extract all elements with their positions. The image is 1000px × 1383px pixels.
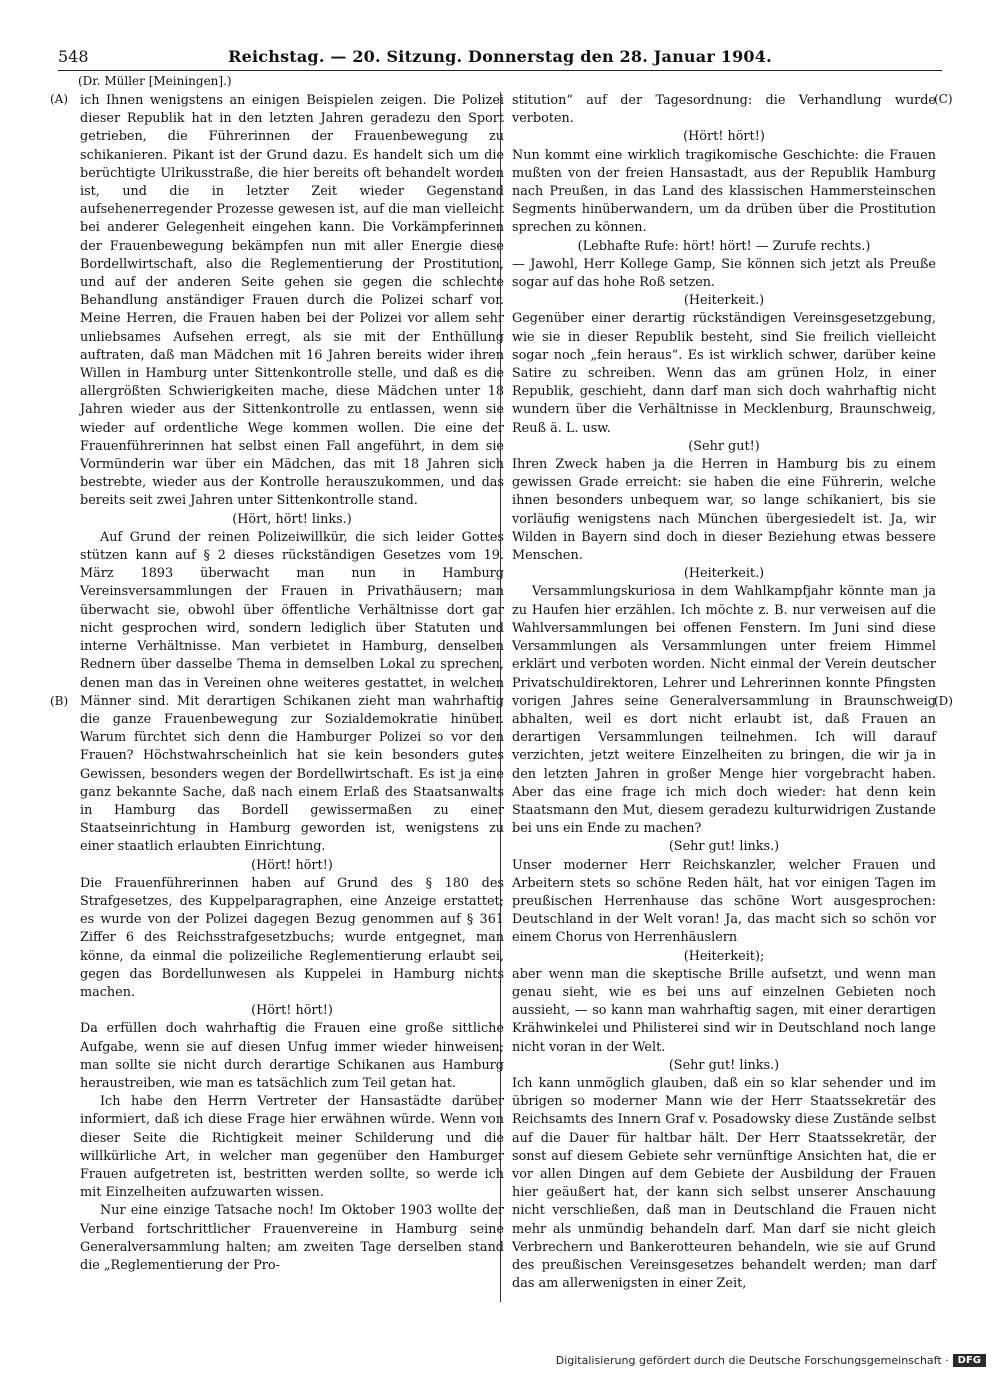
interjection: (Heiterkeit.) (683, 566, 765, 582)
paragraph: — Jawohl, Herr Kollege Gamp, Sie können sich jetzt als Preuße sogar auf das hohe Roß setzen. (512, 256, 936, 291)
margin-mark-a: (A) (50, 92, 69, 106)
interjection: (Heiterkeit.) (683, 293, 765, 309)
left-column (80, 92, 504, 1275)
running-head: Reichstag. — 20. Sitzung. Donnerstag den 28. Januar 1904. (228, 47, 772, 66)
paragraph: Gegenüber einer derartig rückständigen Vereinsgesetzgebung, wie sie in dieser Republik besteht, sind Sie freilich vielleicht sogar noch „fein heraus“. Es ist wirklich schwer, darüber keine Satire zu schreiben. Wenn das am grünen Holz, in einer Republik, geschieht, dann darf man sich doch wahrhaftig nicht wundern über die Verhältnisse in Mecklenburg, Braunschweig, Reuß ä. L. usw. (512, 311, 936, 436)
paragraph: Da erfüllen doch wahrhaftig die Frauen eine große sittliche Aufgabe, wenn sie auf diesen Unfug immer wieder hinweisen; man sollte sie nicht durch derartige Schikanen aus Hamburg heraustreiben, wie man es tatsächlich zum Teil getan hat. (80, 1021, 504, 1091)
page-number: 548 (58, 47, 89, 66)
interjection: (Hört! hört!) (683, 129, 765, 145)
paragraph: Versammlungskuriosa in dem Wahlkampfjahr könnte man ja zu Haufen hier erzählen. Ich möchte z. B. nur verweisen auf die Wahlversammlungen bei offenen Fenstern. Im Juni sind diese Versammlungen als Versammlungen unter freiem Himmel erklärt und verboten worden. Nicht einmal der Verein deutscher Privatschuldirektoren, Lehrer und Lehrerinnen konnte Pfingsten vorigen Jahres seine Generalversammlung in Braunschweig abhalten, weil es dort nicht erlaubt ist, daß Frauen an derartigen Versammlungen teilnehmen. Ich will darauf verzichten, jetzt weitere Einzelheiten zu bringen, die wir ja in den letzten Jahren in großer Menge hier vorgebracht haben. Aber das eine frage ich mich doch wieder: hat denn kein Staatsmann den Mut, diesem geradezu kulturwidrigen Zustande bei uns ein Ende zu machen? (512, 584, 936, 837)
right-column (512, 92, 936, 1293)
interjection: (Sehr gut! links.) (668, 839, 780, 855)
paragraph: Nun kommt eine wirklich tragikomische Geschichte: die Frauen mußten von der freien Hansastadt, aus der Republik Hamburg nach Preußen, in das Land des klassischen Hammersteinschen Segments hinüberwandern, um da drüben über die Prostitution sprechen zu können. (512, 147, 936, 236)
footer-credit: Digitalisierung gefördert durch die Deutsche Forschungsgemeinschaft · (555, 1353, 949, 1367)
paragraph: aber wenn man die skeptische Brille aufsetzt, und wenn man genau sieht, wie es bei uns auf einzelnen Gebieten noch aussieht, — so kann man wahrhaftig sagen, mit einer derartigen Krähwinkelei und Philisterei sind wir in Deutschland noch lange nicht voran in der Welt. (512, 966, 936, 1055)
paragraph: ich Ihnen wenigstens an einigen Beispielen zeigen. Die Polizei dieser Republik hat in den letzten Jahren geradezu den Sport getrieben, die Führerinnen der Frauenbewegung zu schikanieren. Pikant ist der Grund dazu. Es handelt sich um die berüchtigte Ulrikusstraße, die hier bereits oft behandelt worden ist, und die in letzter Zeit wieder Gegenstand aufsehenerregender Prozesse gewesen ist, auf die man vielleicht bei anderer Gelegenheit eingehen kann. Die Vorkämpferinnen der Frauenbewegung bekämpfen nun mit aller Energie diese Bordellwirtschaft, also die Reglementierung der Prostitution, und auf der anderen Seite gehen sie gegen die schlechte Behandlung anständiger Frauen durch die Polizei scharf vor. Meine Herren, die Frauen haben bei der Polizei vor allem sehr unliebsames Aufsehen erregt, als sie mit der Enthüllung auftraten, daß man Mädchen mit 16 Jahren bereits wider ihren Willen in Hamburg unter Sittenkontrolle stelle, und daß es die allergrößten Schwierigkeiten mache, diese Mädchen unter 18 Jahren wieder aus der Sittenkontrolle zu entlassen, wenn sie wieder auf ordentliche Wege kommen wollen. Die eine der Frauenführerinnen hat selbst einen Fall angeführt, in dem sie Vormünderin war über ein Mädchen, das mit 18 Jahren sich bestrebte, wieder aus der Kontrolle herauszukommen, und das bereits seit zwei Jahren unter Sittenkontrolle stand. (80, 93, 504, 509)
paragraph: stitution“ auf der Tagesordnung: die Verhandlung wurde verboten. (512, 93, 936, 127)
column-divider (500, 92, 501, 1302)
margin-mark-b: (B) (50, 694, 69, 708)
paragraph: Unser moderner Herr Reichskanzler, welcher Frauen und Arbeitern stets so schöne Reden hält, hat vor einigen Tagen im preußischen Herrenhause das schöne Wort ausgesprochen: Deutschland in der Welt voran! Ja, das macht sich so schön vor einem Chorus von Herrenhäuslern (512, 857, 936, 946)
paragraph: Die Frauenführerinnen haben auf Grund des § 180 des Strafgesetzes, des Kuppelparagraphen, eine Anzeige erstattet; es wurde von der Polizei dagegen Bezug genommen auf § 361 Ziffer 6 des Reichsstrafgesetzbuchs; wurde entgegnet, man könne, da einmal die polizeiliche Reglementierung erlaubt sei, gegen das Bordellunwesen als Kuppelei in Hamburg nichts machen. (80, 875, 504, 1000)
header-rule (58, 70, 942, 71)
margin-mark-d: (D) (934, 694, 953, 708)
interjection: (Lebhafte Rufe: hört! hört! — Zurufe rechts.) (577, 238, 871, 254)
paragraph: Auf Grund der reinen Polizeiwillkür, die sich leider Gottes stützen kann auf § 2 dieses rückständigen Gesetzes vom 19. März 1893 überwacht man nun in Hamburg Vereinsversammlungen der Frauen in Privathäusern; man überwacht sie, obwohl über öffentliche Verhältnisse dort gar nicht gesprochen wird, sondern lediglich über Statuten und interne Verhältnisse. Man verbietet in Hamburg, denselben Rednern über dasselbe Thema in demselben Lokal zu sprechen, denen man das in Vereinen ohne weiteres gestattet, in welchen Männer sind. Mit derartigen Schikanen zieht man wahrhaftig die ganze Frauenbewegung zur Sozialdemokratie hinüber. Warum fürchtet sich denn die Hamburger Polizei so vor den Frauen? Höchstwahrscheinlich hat sie kein besonders gutes Gewissen, besonders wegen der Bordellwirtschaft. Es ist ja eine ganz bekannte Sache, daß nach einem Erlaß des Staatsanwalts in Hamburg das Bordell gewissermaßen zu einer Staatseinrichtung in Hamburg geworden ist, wenigstens zu einer staatlich erlaubten Einrichtung. (80, 529, 504, 855)
footer (556, 1350, 986, 1370)
interjection: (Heiterkeit); (683, 948, 765, 964)
speaker-note: (Dr. Müller [Meiningen].) (78, 74, 232, 88)
paragraph: Ihren Zweck haben ja die Herren in Hamburg bis zu einem gewissen Grade erreicht: sie haben die eine Führerin, welche ihnen besonders unbequem war, so lange schikaniert, bis sie vorläufig wenigstens nach München übergesiedelt ist. Ja, wir Wilden in Bayern sind doch in dieser Beziehung etwas bessere Menschen. (512, 457, 936, 564)
paragraph: Nur eine einzige Tatsache noch! Im Oktober 1903 wollte der Verband fortschrittlicher Frauenvereine in Hamburg seine Generalversammlung halten; am zweiten Tage derselben stand die „Reglementierung der Pro- (80, 1203, 504, 1273)
interjection: (Sehr gut! links.) (668, 1057, 780, 1073)
interjection: (Hört! hört!) (251, 1003, 333, 1019)
page-header (58, 45, 942, 71)
interjection: (Hört! hört!) (251, 857, 333, 873)
margin-mark-c: (C) (934, 92, 953, 106)
dfg-logo: DFG (953, 1354, 986, 1367)
paragraph: Ich habe den Herrn Vertreter der Hansastädte darüber informiert, daß ich diese Frage hier erwähnen würde. Wenn von dieser Seite die Richtigkeit meiner Schilderung und die willkürliche Art, in welcher man gegenüber den Hamburger Frauen aufgetreten ist, bestritten werden sollte, so werde ich mit Einzelheiten aufzuwarten wissen. (80, 1094, 504, 1201)
paragraph: Ich kann unmöglich glauben, daß ein so klar sehender und im übrigen so moderner Mann wie der Herr Staatssekretär des Reichsamts des Innern Graf v. Posadowsky diese Zustände selbst auf die Dauer für haltbar hält. Der Herr Staatssekretär, der sonst auf diesem Gebiete sehr vernünftige Ansichten hat, die er vor allen Dingen auf dem Gebiete der Ausbildung der Frauen hier geäußert hat, der kann sich selbst unserer Anschauung nicht verschließen, daß man in Deutschland die Frauen nicht mehr als unmündig behandeln darf. Man darf sie nicht gleich Verbrechern und Bankerotteuren behandeln, wie sie auf Grund des preußischen Vereinsgesetzes behandelt werden; man darf das am allerwenigsten in einer Zeit, (512, 1075, 936, 1292)
interjection: (Hört, hört! links.) (232, 511, 352, 527)
interjection: (Sehr gut!) (688, 438, 760, 454)
